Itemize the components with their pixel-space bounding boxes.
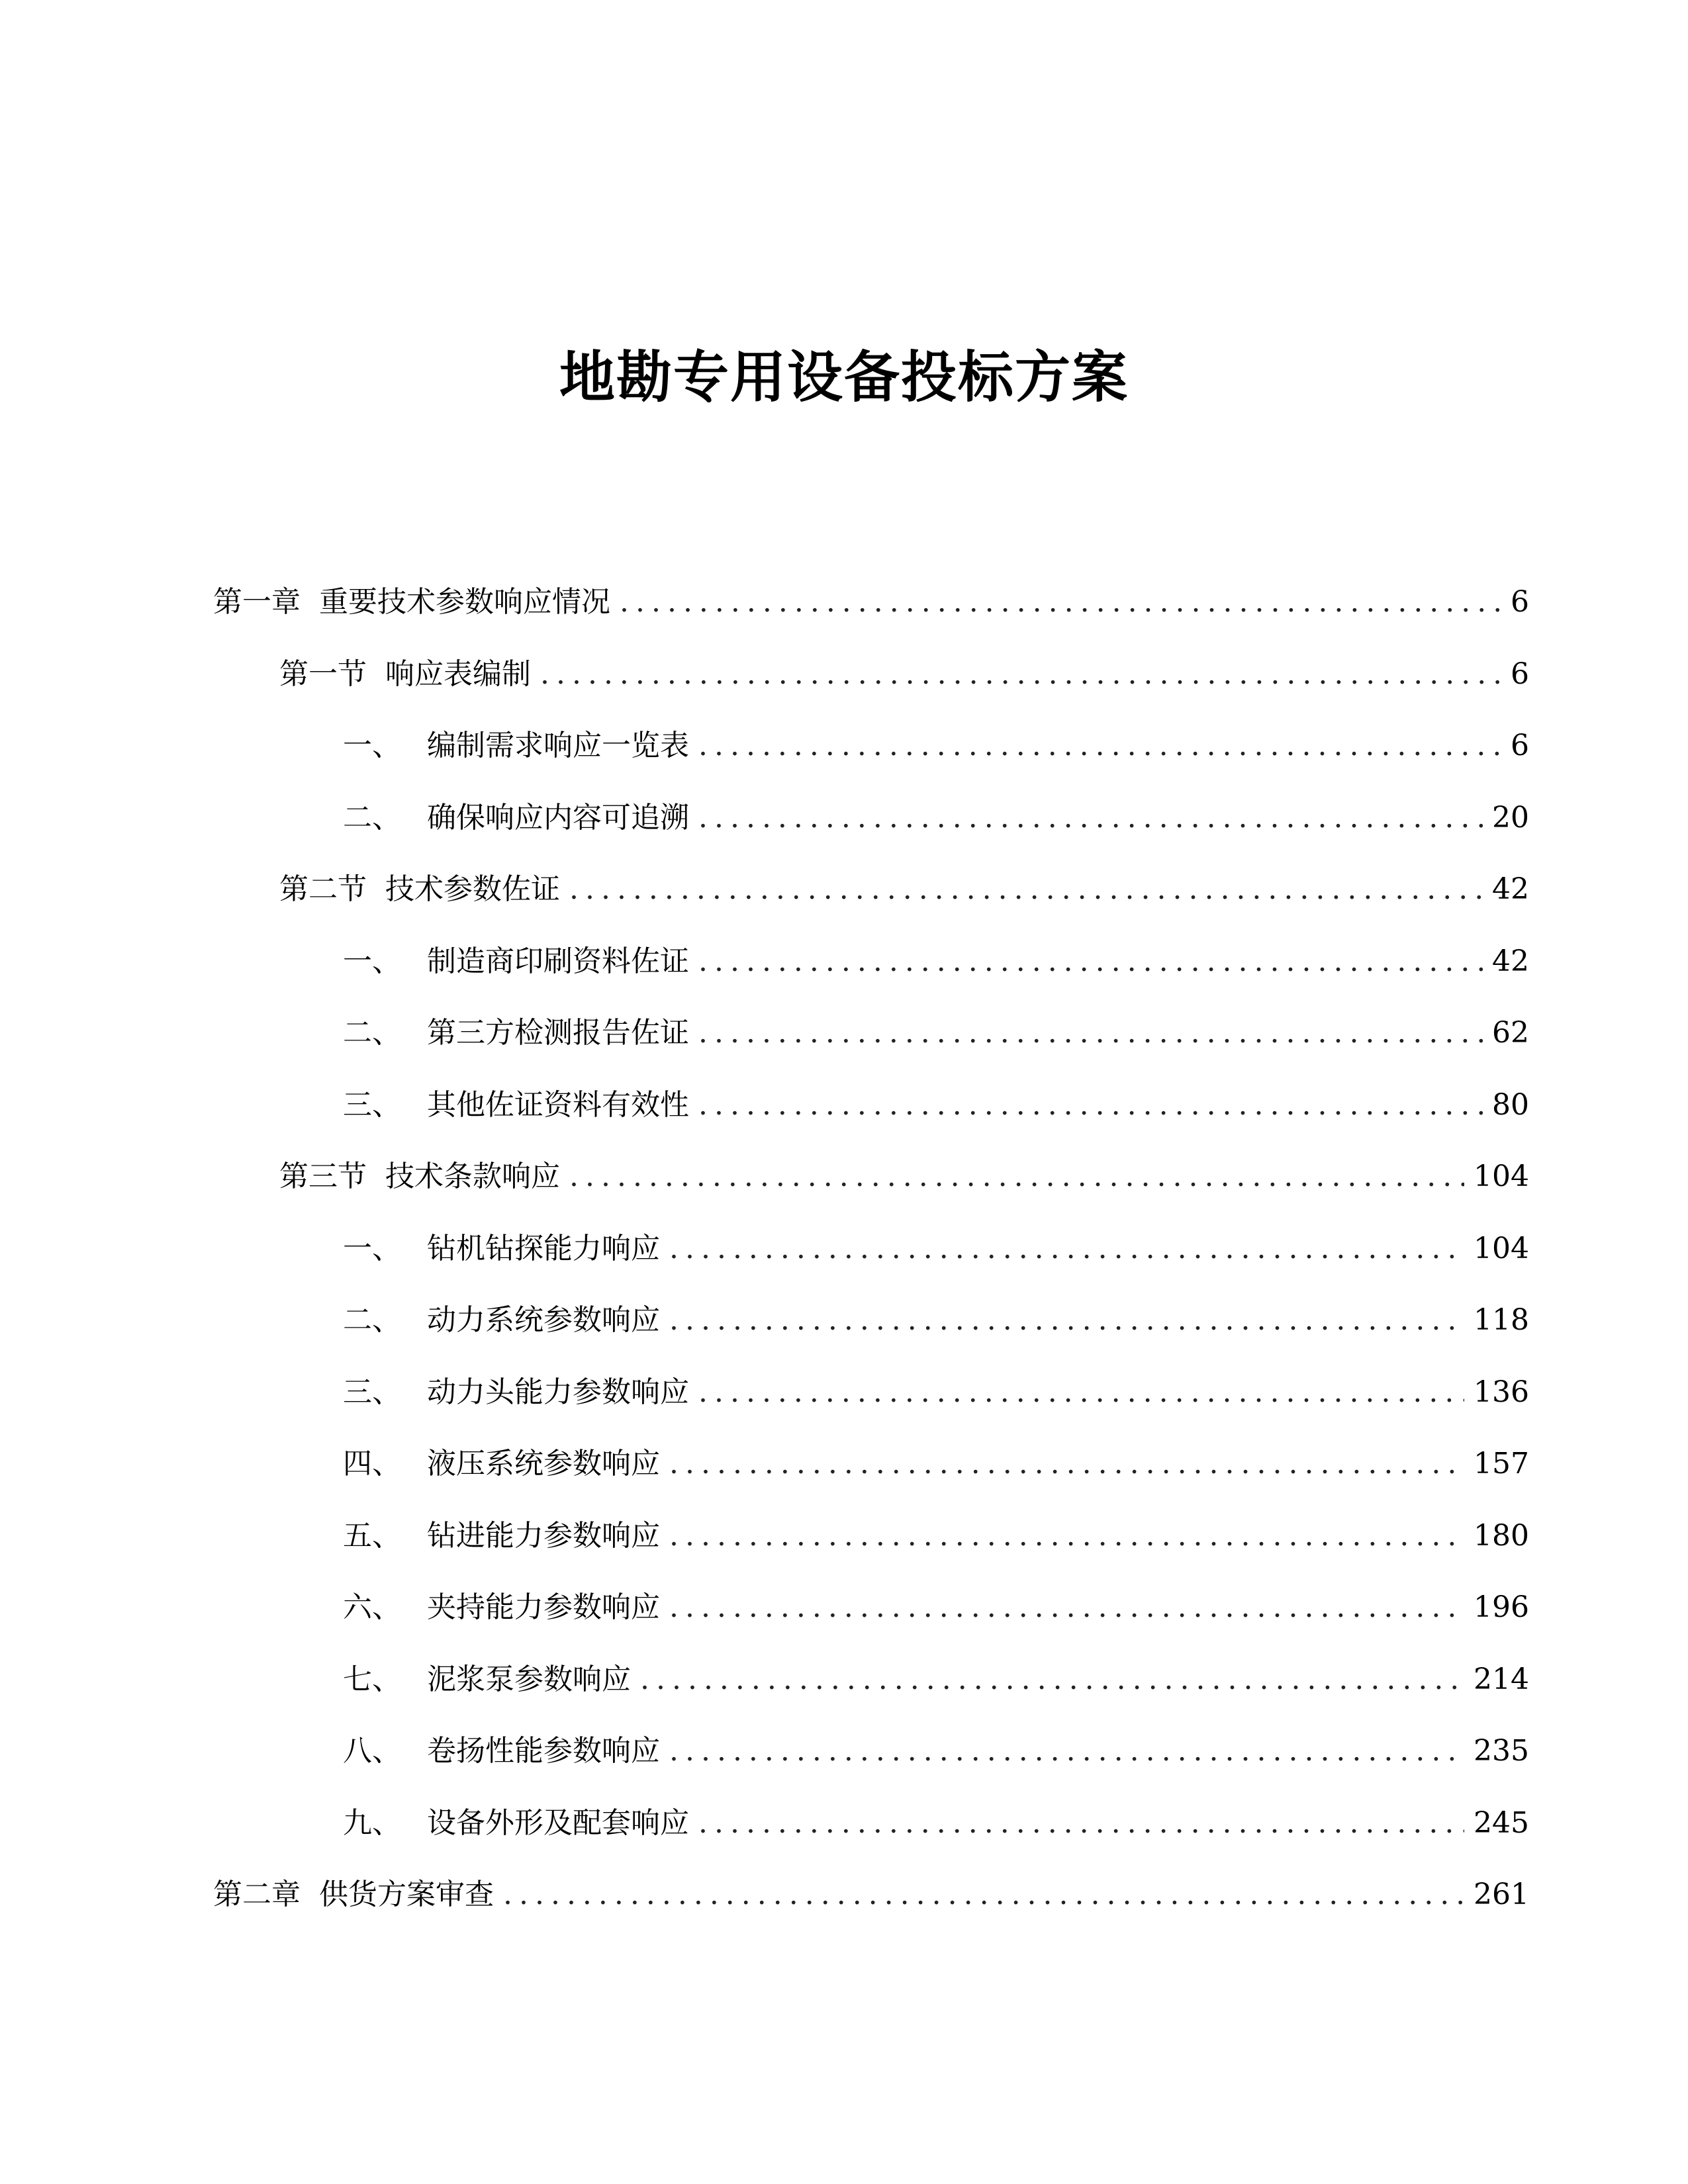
toc-entry-page-number: 104 bbox=[1474, 1232, 1529, 1265]
toc-entry-title: 第三方检测报告佐证 bbox=[427, 1016, 689, 1050]
toc-entry-page-number: 20 bbox=[1492, 801, 1529, 835]
toc-entry[interactable] bbox=[279, 648, 1529, 701]
toc-entry-page-number: 42 bbox=[1492, 944, 1529, 978]
toc-entry[interactable] bbox=[343, 1725, 1529, 1778]
toc-entry-title: 夹持能力参数响应 bbox=[427, 1590, 660, 1624]
toc-dot-leader bbox=[569, 1150, 1464, 1203]
toc-dot-leader bbox=[698, 935, 1483, 988]
toc-entry-title: 响应表编制 bbox=[385, 657, 531, 691]
toc-dot-leader bbox=[698, 1366, 1464, 1419]
toc-entry-title: 钻机钻探能力响应 bbox=[427, 1232, 660, 1265]
toc-entry-title: 编制需求响应一览表 bbox=[427, 729, 689, 762]
toc-entry-number: 七、 bbox=[343, 1662, 401, 1696]
toc-dot-leader bbox=[669, 1725, 1464, 1778]
toc-dot-leader bbox=[669, 1437, 1464, 1490]
toc-entry-number: 一、 bbox=[343, 944, 401, 978]
toc-entry[interactable] bbox=[343, 1510, 1529, 1563]
toc-dot-leader bbox=[540, 648, 1501, 701]
toc-entry-number: 一、 bbox=[343, 729, 401, 762]
toc-entry-page-number: 80 bbox=[1492, 1088, 1529, 1122]
toc-dot-leader bbox=[669, 1294, 1464, 1347]
toc-entry-number: 五、 bbox=[343, 1519, 401, 1553]
toc-dot-leader bbox=[620, 576, 1501, 629]
toc-entry-page-number: 136 bbox=[1474, 1375, 1529, 1409]
toc-dot-leader bbox=[698, 1007, 1483, 1060]
toc-entry-page-number: 6 bbox=[1511, 657, 1529, 691]
toc-entry-number: 八、 bbox=[343, 1734, 401, 1768]
toc-entry[interactable] bbox=[343, 1079, 1529, 1132]
toc-dot-leader bbox=[669, 1510, 1464, 1563]
toc-entry-number: 三、 bbox=[343, 1375, 401, 1409]
toc-entry[interactable] bbox=[213, 576, 1529, 629]
toc-dot-leader bbox=[669, 1222, 1464, 1275]
toc-dot-leader bbox=[569, 863, 1483, 916]
toc-entry-number: 二、 bbox=[343, 801, 401, 835]
toc-entry-title: 确保响应内容可追溯 bbox=[427, 801, 689, 835]
toc-entry[interactable] bbox=[343, 792, 1529, 844]
toc-dot-leader bbox=[698, 1797, 1464, 1850]
toc-entry-number: 第二节 bbox=[279, 872, 367, 906]
toc-entry[interactable] bbox=[343, 1222, 1529, 1275]
document-title: 地勘专用设备投标方案 bbox=[559, 345, 1129, 410]
toc-dot-leader bbox=[698, 719, 1501, 772]
toc-entry[interactable] bbox=[343, 1437, 1529, 1490]
toc-entry-number: 一、 bbox=[343, 1232, 401, 1265]
toc-entry-title: 供货方案审查 bbox=[319, 1878, 494, 1911]
toc-entry-title: 其他佐证资料有效性 bbox=[427, 1088, 689, 1122]
toc-entry-page-number: 118 bbox=[1474, 1303, 1529, 1337]
toc-entry-title: 液压系统参数响应 bbox=[427, 1447, 660, 1480]
toc-entry-page-number: 62 bbox=[1492, 1016, 1529, 1050]
toc-entry-title: 设备外形及配套响应 bbox=[427, 1806, 689, 1840]
toc-entry[interactable] bbox=[343, 1007, 1529, 1060]
toc-entry-page-number: 245 bbox=[1474, 1806, 1529, 1840]
toc-entry-title: 钻进能力参数响应 bbox=[427, 1519, 660, 1553]
toc-entry-title: 技术参数佐证 bbox=[385, 872, 560, 906]
toc-entry-number: 三、 bbox=[343, 1088, 401, 1122]
toc-entry[interactable] bbox=[213, 1868, 1529, 1921]
toc-entry[interactable] bbox=[279, 1150, 1529, 1203]
toc-entry[interactable] bbox=[343, 1797, 1529, 1850]
toc-entry-title: 重要技术参数响应情况 bbox=[319, 585, 610, 619]
toc-entry-page-number: 214 bbox=[1474, 1662, 1529, 1696]
toc-entry-number: 第一章 bbox=[213, 585, 301, 619]
toc-entry[interactable] bbox=[343, 1653, 1529, 1706]
toc-entry-page-number: 196 bbox=[1474, 1590, 1529, 1624]
toc-entry-page-number: 42 bbox=[1492, 872, 1529, 906]
toc-entry-title: 制造商印刷资料佐证 bbox=[427, 944, 689, 978]
toc-entry[interactable] bbox=[343, 719, 1529, 772]
toc-entry-title: 技术条款响应 bbox=[385, 1160, 560, 1193]
toc-entry-number: 第三节 bbox=[279, 1160, 367, 1193]
toc-entry[interactable] bbox=[343, 1294, 1529, 1347]
toc-entry-page-number: 6 bbox=[1511, 585, 1529, 619]
toc-entry-page-number: 6 bbox=[1511, 729, 1529, 762]
toc-entry-number: 二、 bbox=[343, 1303, 401, 1337]
toc-entry[interactable] bbox=[343, 1366, 1529, 1419]
toc-entry[interactable] bbox=[279, 863, 1529, 916]
toc-entry-page-number: 104 bbox=[1474, 1160, 1529, 1193]
toc-dot-leader bbox=[698, 1079, 1483, 1132]
toc-entry-page-number: 235 bbox=[1474, 1734, 1529, 1768]
toc-entry-title: 卷扬性能参数响应 bbox=[427, 1734, 660, 1768]
toc-dot-leader bbox=[503, 1868, 1464, 1921]
toc-dot-leader bbox=[669, 1581, 1464, 1634]
toc-entry-number: 第一节 bbox=[279, 657, 367, 691]
toc-entry[interactable] bbox=[343, 935, 1529, 988]
toc-entry-number: 四、 bbox=[343, 1447, 401, 1480]
toc-entry-title: 泥浆泵参数响应 bbox=[427, 1662, 631, 1696]
toc-entry-number: 二、 bbox=[343, 1016, 401, 1050]
toc-entry-number: 九、 bbox=[343, 1806, 401, 1840]
toc-entry-page-number: 157 bbox=[1474, 1447, 1529, 1480]
toc-entry-page-number: 261 bbox=[1474, 1878, 1529, 1911]
toc-entry[interactable] bbox=[343, 1581, 1529, 1634]
toc-entry-page-number: 180 bbox=[1474, 1519, 1529, 1553]
toc-entry-number: 六、 bbox=[343, 1590, 401, 1624]
toc-dot-leader bbox=[698, 792, 1483, 844]
toc-entry-title: 动力系统参数响应 bbox=[427, 1303, 660, 1337]
toc-entry-title: 动力头能力参数响应 bbox=[427, 1375, 689, 1409]
toc-dot-leader bbox=[640, 1653, 1464, 1706]
toc-entry-number: 第二章 bbox=[213, 1878, 301, 1911]
